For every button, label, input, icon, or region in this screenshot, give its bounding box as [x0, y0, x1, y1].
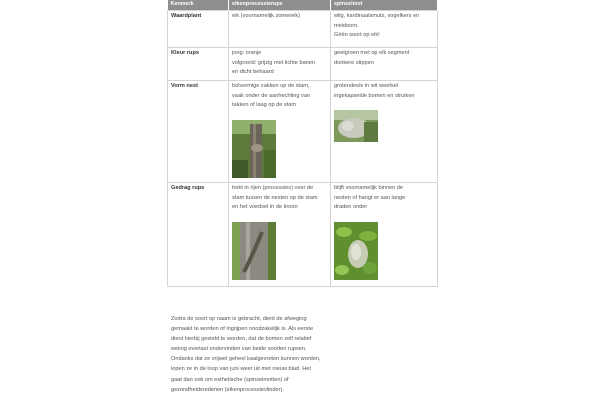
table-row: [168, 81, 438, 183]
tree-trunk-nest-photo: [232, 120, 327, 178]
cell-text: donkere stippen: [334, 59, 374, 66]
paragraph-line: Zodra de soort op naam is gebracht, dient de afweging: [171, 316, 307, 322]
paragraph-line: dient hierbij gesteld te worden, dat de bomen zelf relatief: [171, 336, 312, 343]
cell-text: trekt in rijen (processies) over de: [232, 185, 314, 191]
cell-text: stam tussen de nesten op de stam: [232, 194, 318, 201]
cell-text: jong: oranje: [232, 50, 262, 56]
cell-text: vaak onder de aanhechting van: [232, 92, 311, 99]
paragraph-line: gezondheidsredenen (eikenprocessievlinder).: [171, 386, 284, 393]
web-on-leaves-photo: [334, 222, 434, 280]
header-spinselmot: spinselmot: [331, 0, 438, 11]
table-cell: [229, 11, 331, 48]
table-cell: [331, 48, 438, 81]
row-key: Vorm nest: [168, 81, 229, 183]
cell-text: grotendeels in wit weefsel: [334, 83, 399, 89]
header-kenmerk: Kenmerk: [168, 0, 229, 11]
row-key: Kleur rups: [168, 48, 229, 81]
cell-text: geelgroen met op elk segment: [334, 50, 410, 56]
table-cell: [331, 183, 438, 287]
row-key: Gedrag rups: [168, 183, 229, 287]
webbed-shrub-photo: [334, 110, 434, 142]
cell-text: en het voedsel in de kroon: [232, 204, 298, 211]
cell-text: Géén soort op eik!: [334, 32, 380, 39]
table-row: [168, 183, 438, 287]
cell-text: eik (voornamelijk zomereik): [232, 13, 301, 19]
paragraph-line: Ondanks dat ze vrijwel geheel kaalgevreten kunnen worden,: [171, 356, 321, 363]
table-cell: [229, 48, 331, 81]
table-row: [168, 11, 438, 48]
paragraph-line: weinig overlast ondervinden van beide soorten rupsen.: [171, 346, 307, 353]
table-cell: [229, 183, 331, 287]
cell-text: nesten of hangt er aan lange: [334, 194, 406, 201]
cell-text: takken of laag op de stam: [232, 102, 297, 109]
table-row: [168, 48, 438, 81]
paragraph-line: lopen ze in de loop van juni weer uit met nieuw blad. Het: [171, 366, 311, 373]
comparison-table: [167, 0, 438, 287]
paragraph-line: gemaakt te worden of ingrijpen noodzakelijk is. Als eerste: [171, 326, 314, 333]
cell-text: wilg, kardinaalsmuts, vogelkers en: [334, 13, 420, 19]
row-key: Waardplant: [168, 11, 229, 48]
paragraph-line: gaat dan ook om esthetische (spinselmotten) of: [171, 376, 289, 383]
table-cell: [331, 81, 438, 183]
cell-text: meidoorn.: [334, 22, 359, 29]
table-cell: [331, 11, 438, 48]
cell-text: en dicht behaard: [232, 69, 274, 76]
caterpillar-procession-photo: [232, 222, 327, 280]
cell-text: blijft voornamelijk binnen de: [334, 185, 404, 191]
cell-text: volgroeid: grijzig met lichte banen: [232, 59, 316, 66]
body-paragraph: [171, 314, 351, 395]
header-eikenprocessierups: eikenprocessierups: [229, 0, 331, 11]
cell-text: draden onder: [334, 204, 368, 211]
cell-text: ingekapselde bomen en struiken: [334, 92, 415, 99]
table-header-row: [168, 0, 438, 11]
table-cell: [229, 81, 331, 183]
cell-text: bolvormige zakken op de stam,: [232, 83, 310, 89]
comparison-section: [167, 0, 437, 287]
